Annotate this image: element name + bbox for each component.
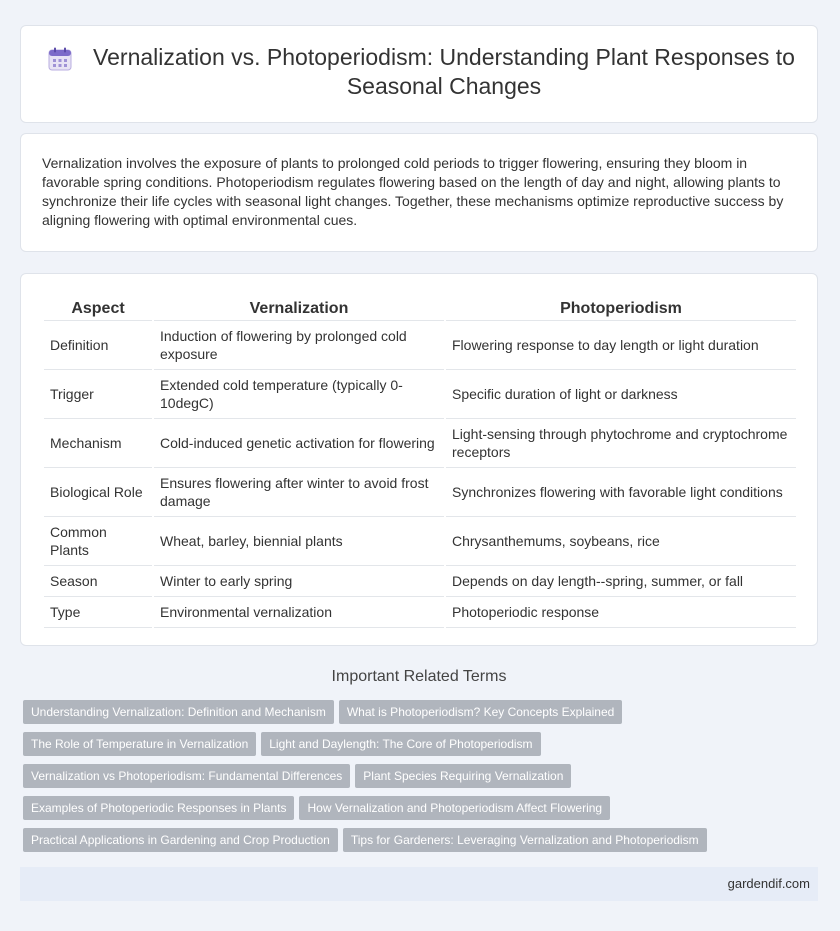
table-row [44, 370, 796, 419]
related-term-tag[interactable]: Tips for Gardeners: Leveraging Vernalization and Photoperiodism [343, 828, 707, 852]
cell-photoperiodism: Light-sensing through phytochrome and cryptochrome receptors [446, 419, 796, 468]
table-row [44, 517, 796, 566]
related-term-tag[interactable]: Light and Daylength: The Core of Photoperiodism [261, 732, 540, 756]
cell-vernalization: Wheat, barley, biennial plants [154, 517, 444, 566]
cell-photoperiodism: Flowering response to day length or light duration [446, 321, 796, 370]
cell-vernalization: Winter to early spring [154, 566, 444, 597]
header-vernalization: Vernalization [154, 296, 444, 321]
related-term-tag[interactable]: The Role of Temperature in Vernalization [23, 732, 256, 756]
calendar-icon [47, 46, 73, 72]
cell-vernalization: Ensures flowering after winter to avoid frost damage [154, 468, 444, 517]
cell-photoperiodism: Depends on day length--spring, summer, or fall [446, 566, 796, 597]
related-terms-title: Important Related Terms [331, 668, 507, 685]
cell-photoperiodism: Chrysanthemums, soybeans, rice [446, 517, 796, 566]
intro-text: Vernalization involves the exposure of plants to prolonged cold periods to trigger flowering, ensuring they bloom in favorable spring conditions. Photoperiodism regulates flowering based on the length of day and night, allowing plants to synchronize their life cycles with seasonal light changes. Together, these mechanisms optimize reproductive success by aligning flowering with optimal environmental cues. [42, 155, 784, 228]
table-row [44, 468, 796, 517]
comparison-table-card [20, 273, 818, 646]
cell-aspect: Trigger [44, 370, 152, 419]
cell-photoperiodism: Photoperiodic response [446, 597, 796, 628]
cell-aspect: Type [44, 597, 152, 628]
cell-vernalization: Environmental vernalization [154, 597, 444, 628]
comparison-table [42, 296, 798, 628]
related-term-tag[interactable]: Understanding Vernalization: Definition and Mechanism [23, 700, 334, 724]
cell-vernalization: Cold-induced genetic activation for flowering [154, 419, 444, 468]
header-card [20, 25, 818, 123]
table-row [44, 321, 796, 370]
table-row [44, 419, 796, 468]
cell-photoperiodism: Specific duration of light or darkness [446, 370, 796, 419]
header-photoperiodism: Photoperiodism [446, 296, 796, 321]
cell-aspect: Season [44, 566, 152, 597]
footer [20, 867, 818, 901]
footer-site-link[interactable]: gardendif.com [727, 876, 810, 891]
cell-aspect: Biological Role [44, 468, 152, 517]
cell-photoperiodism: Synchronizes flowering with favorable light conditions [446, 468, 796, 517]
cell-vernalization: Induction of flowering by prolonged cold exposure [154, 321, 444, 370]
table-row [44, 566, 796, 597]
cell-aspect: Definition [44, 321, 152, 370]
header-aspect: Aspect [44, 296, 152, 321]
table-header-row [44, 296, 796, 321]
related-term-tag[interactable]: Examples of Photoperiodic Responses in Plants [23, 796, 294, 820]
intro-card [20, 133, 818, 252]
related-term-tag[interactable]: How Vernalization and Photoperiodism Affect Flowering [299, 796, 610, 820]
page-title: Vernalization vs. Photoperiodism: Understanding Plant Responses to Seasonal Changes [93, 44, 795, 99]
related-term-tag[interactable]: Practical Applications in Gardening and Crop Production [23, 828, 338, 852]
cell-aspect: Mechanism [44, 419, 152, 468]
cell-aspect: Common Plants [44, 517, 152, 566]
cell-vernalization: Extended cold temperature (typically 0-10degC) [154, 370, 444, 419]
related-term-tag[interactable]: Plant Species Requiring Vernalization [355, 764, 571, 788]
related-terms-list [23, 700, 823, 860]
related-term-tag[interactable]: Vernalization vs Photoperiodism: Fundamental Differences [23, 764, 350, 788]
related-term-tag[interactable]: What is Photoperiodism? Key Concepts Explained [339, 700, 622, 724]
table-row [44, 597, 796, 628]
